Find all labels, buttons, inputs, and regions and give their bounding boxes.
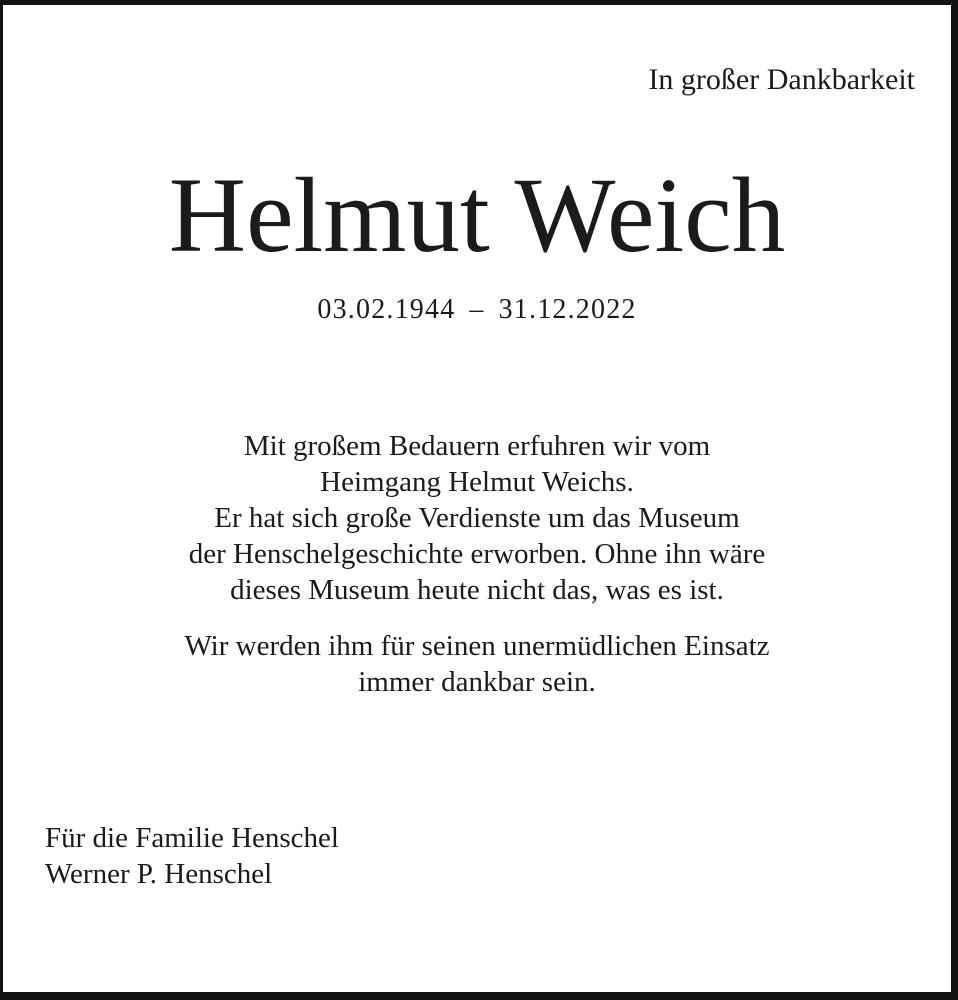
- death-date: 31.12.2022: [498, 294, 637, 325]
- dates-separator: –: [469, 294, 485, 325]
- condolence-line: Er hat sich große Verdienste um das Museum: [214, 502, 740, 534]
- deceased-name: Helmut Weich: [168, 157, 786, 275]
- signature-family: Für die Familie Henschel: [45, 822, 339, 854]
- gratitude-line: immer dankbar sein.: [358, 666, 596, 698]
- gratitude-paragraph: [3, 628, 951, 700]
- gratitude-line: Wir werden ihm für seinen unermüdlichen Einsatz: [184, 630, 770, 662]
- signature-person: Werner P. Henschel: [45, 858, 273, 890]
- condolence-line: dieses Museum heute nicht das, was es ist.: [230, 574, 724, 606]
- gratitude-header: In großer Dankbarkeit: [648, 63, 915, 96]
- condolence-paragraph: [3, 428, 951, 608]
- condolence-line: Mit großem Bedauern erfuhren wir vom: [243, 430, 711, 462]
- life-dates: [3, 293, 951, 327]
- condolence-line: der Henschelgeschichte erworben. Ohne ihn wäre: [188, 538, 766, 570]
- signature-block: [45, 820, 339, 892]
- condolence-line: Heimgang Helmut Weichs.: [320, 466, 634, 498]
- birth-date: 03.02.1944: [317, 294, 456, 325]
